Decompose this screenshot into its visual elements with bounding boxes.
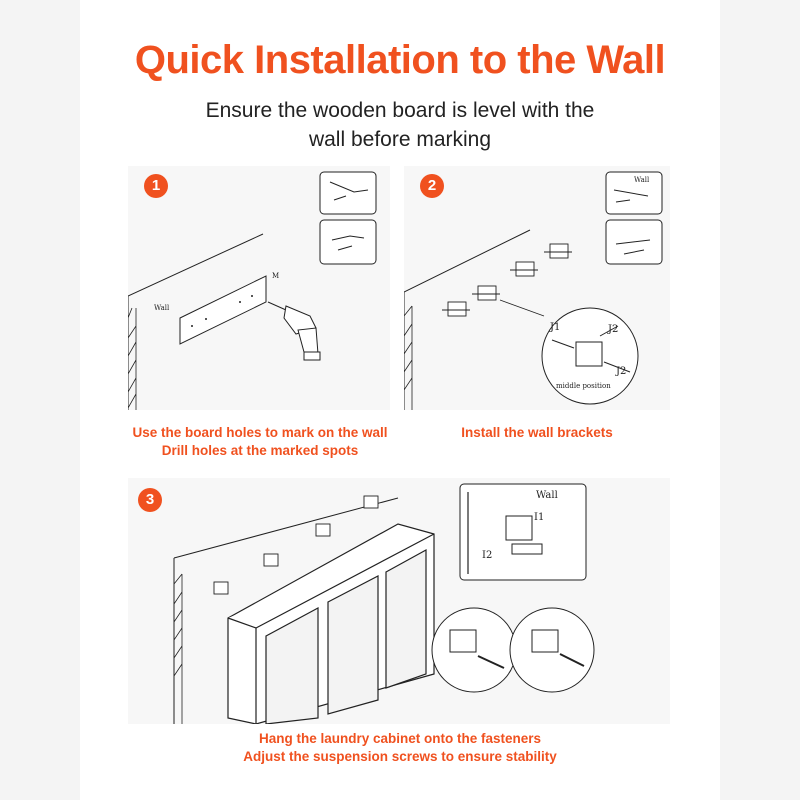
- step-2-brackets: [442, 244, 572, 316]
- step-3-caption: [180, 730, 620, 766]
- step-3-badge: 3: [138, 488, 162, 512]
- step-2-j2-label-lower: J2: [616, 366, 627, 377]
- step-1-wall-label: Wall: [154, 304, 170, 312]
- step-1-panel: [128, 166, 390, 410]
- step-3-i2-label: I2: [482, 550, 493, 561]
- subtitle-line-1: Ensure the wooden board is level with the: [205, 99, 595, 122]
- step-3-panel: [128, 478, 670, 724]
- step-3-cabinet: [228, 524, 434, 724]
- step-1-illustration: [128, 166, 390, 410]
- step-1-caption-line-1: Use the board holes to mark on the wall: [132, 425, 388, 440]
- step-1-wall-hatch: [128, 308, 136, 410]
- step-1-inset-bottom: [320, 220, 376, 264]
- step-1-inset-top: [320, 172, 376, 214]
- step-3-illustration: [128, 478, 670, 724]
- step-1-board: [180, 276, 266, 344]
- step-3-inset-wall-label: Wall: [536, 490, 558, 501]
- step-1-caption: [118, 424, 402, 460]
- step-2-illustration: [404, 166, 670, 410]
- step-2-panel: [404, 166, 670, 410]
- step-1-drill: [268, 302, 320, 360]
- step-1-marker-label: M: [272, 272, 280, 280]
- page-subtitle: [150, 96, 650, 154]
- step-2-middle-label: middle position: [556, 382, 611, 390]
- step-2-badge: 2: [420, 174, 444, 198]
- step-1-badge: 1: [144, 174, 168, 198]
- step-3-caption-line-2: Adjust the suspension screws to ensure stability: [243, 749, 557, 764]
- step-2-wall: [404, 230, 530, 410]
- step-2-inset-wall-label: Wall: [634, 176, 650, 184]
- page-title: Quick Installation to the Wall: [134, 38, 666, 82]
- subtitle-line-2: wall before marking: [308, 128, 492, 151]
- step-2-j1-label: J1: [550, 322, 561, 333]
- step-2-j2-label: J2: [608, 324, 619, 335]
- step-2-caption: [404, 424, 670, 442]
- step-2-caption-line-1: Install the wall brackets: [461, 425, 613, 440]
- step-3-caption-line-1: Hang the laundry cabinet onto the fasteners: [258, 731, 542, 746]
- step-3-i1-label: I1: [534, 512, 545, 523]
- step-1-caption-line-2: Drill holes at the marked spots: [161, 443, 359, 458]
